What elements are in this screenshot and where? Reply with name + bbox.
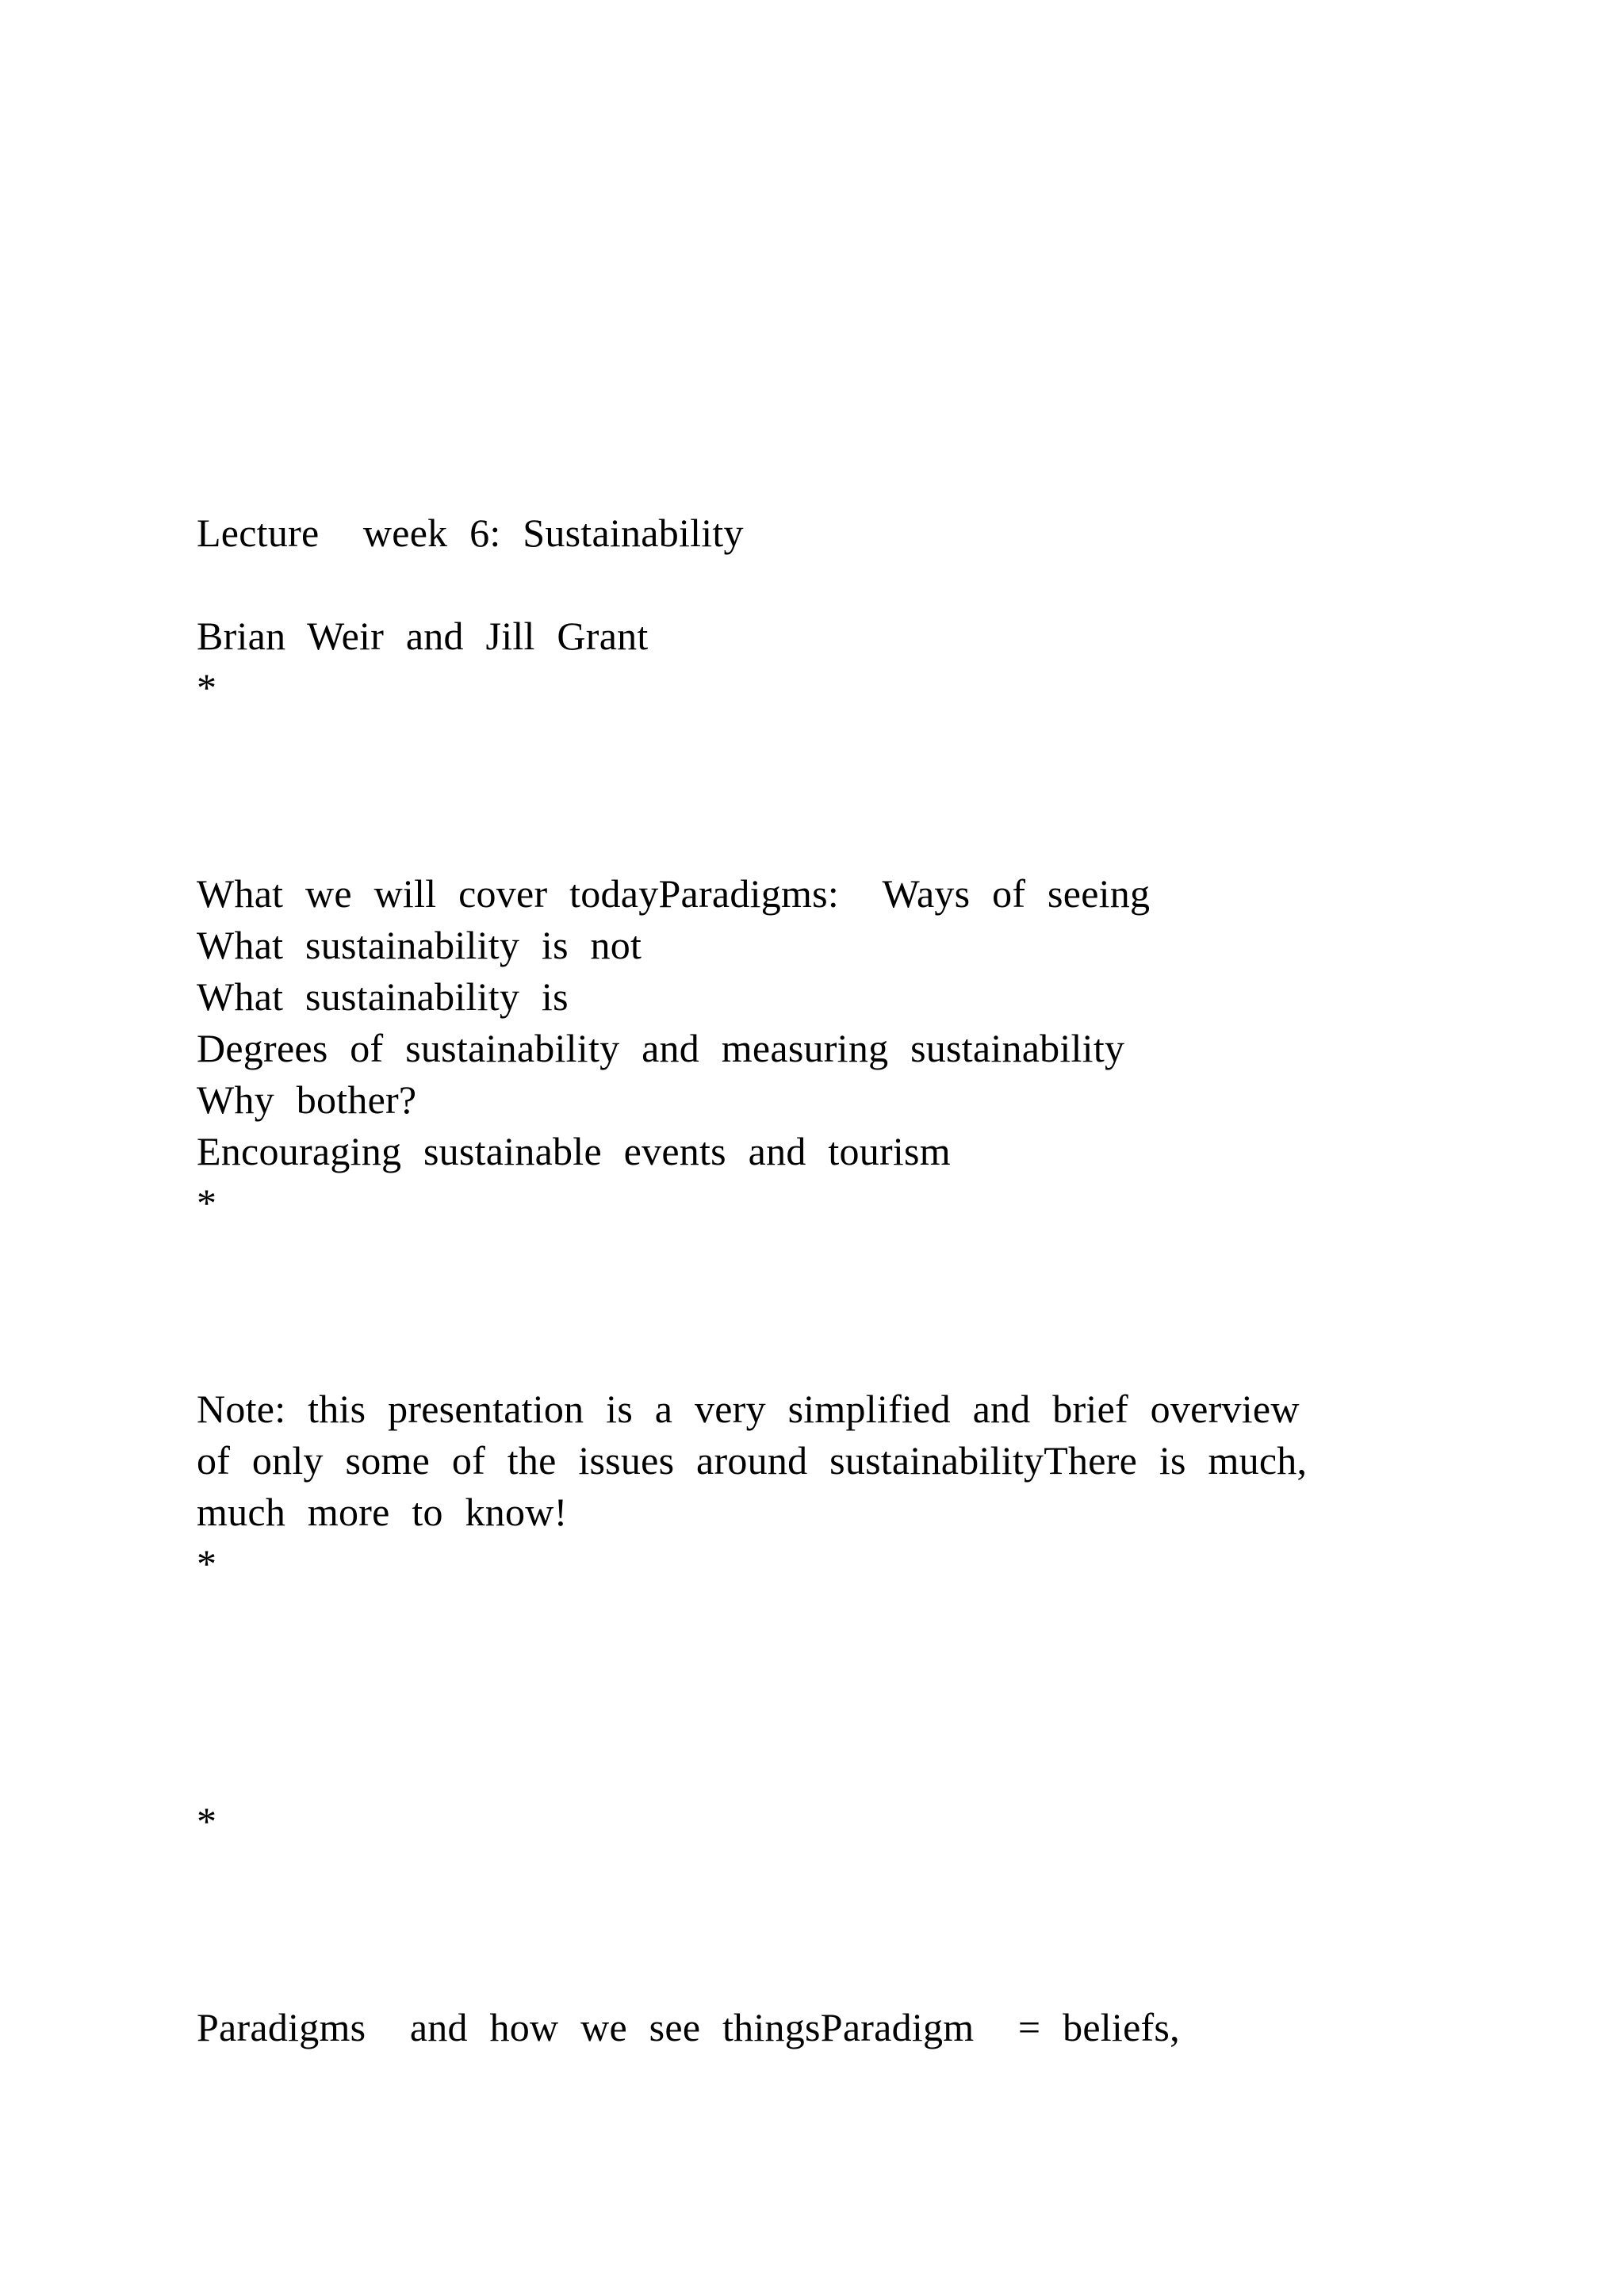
asterisk-marker-1: * (197, 665, 217, 710)
asterisk-marker-2: * (197, 1181, 217, 1225)
line-paradigms: Paradigms and how we see thingsParadigm = beliefs, (197, 2005, 1180, 2049)
line-note-3: much more to know! (197, 1490, 568, 1534)
blank-line (197, 1899, 1529, 1950)
blank-line (197, 1332, 1529, 1383)
blank-line (197, 1280, 1529, 1332)
line-agenda-2: What sustainability is not (197, 923, 642, 967)
blank-line (197, 1693, 1529, 1744)
line-agenda-intro: What we will cover todayParadigms: Ways of seeing (197, 871, 1151, 916)
blank-line (197, 559, 1529, 610)
blank-line (197, 1744, 1529, 1796)
line-agenda-6: Encouraging sustainable events and tourism (197, 1129, 951, 1173)
line-note-2: of only some of the issues around sustainabilityThere is much, (197, 1438, 1308, 1483)
line-authors: Brian Weir and Jill Grant (197, 614, 649, 658)
blank-line (197, 765, 1529, 817)
line-agenda-5: Why bother? (197, 1077, 417, 1122)
blank-line (197, 1590, 1529, 1641)
blank-line (197, 817, 1529, 868)
blank-line (197, 1641, 1529, 1693)
blank-line (197, 1847, 1529, 1899)
blank-line (197, 714, 1529, 765)
line-lecture-title: Lecture week 6: Sustainability (197, 511, 744, 555)
blank-line (197, 1950, 1529, 2002)
line-note-1: Note: this presentation is a very simplified and brief overview (197, 1387, 1300, 1431)
line-agenda-4: Degrees of sustainability and measuring sustainability (197, 1026, 1125, 1070)
asterisk-marker-4: * (197, 1799, 217, 1843)
line-agenda-3: What sustainability is (197, 974, 569, 1019)
blank-line (197, 1229, 1529, 1280)
asterisk-marker-3: * (197, 1541, 217, 1586)
